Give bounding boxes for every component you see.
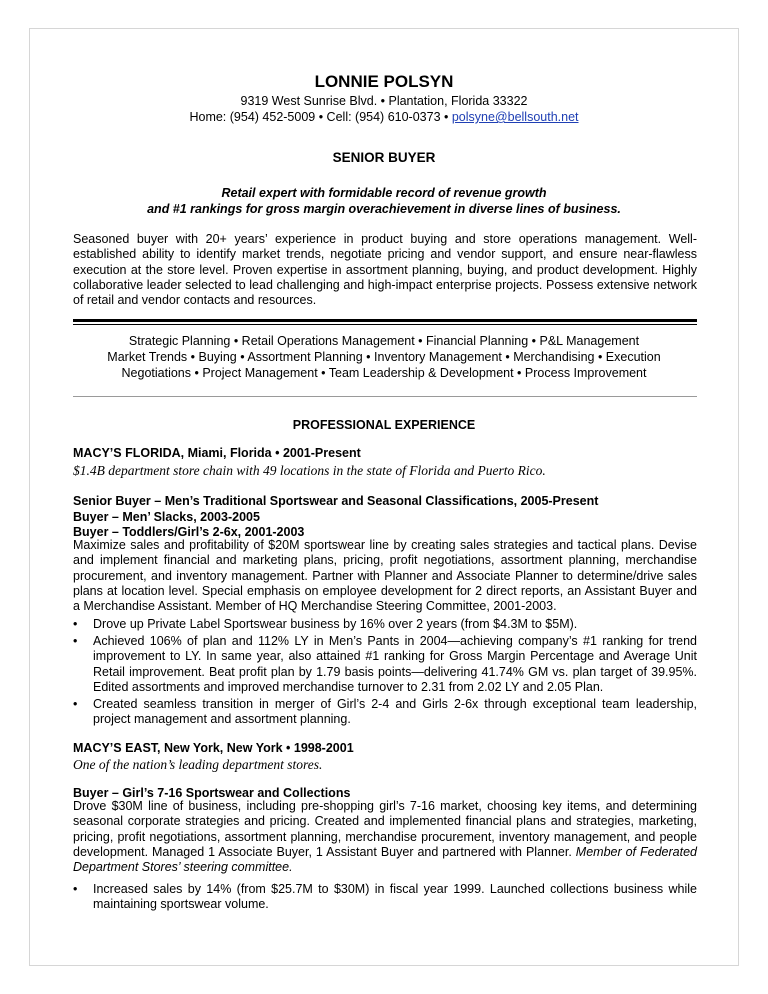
role-buyer-toddlers: Buyer – Toddlers/Girl’s 2-6x, 2001-2003 <box>73 525 305 539</box>
achievement-item: • Drove up Private Label Sportswear business by 16% over 2 years (from $4.3M to $5M). <box>73 617 578 631</box>
company-description: $1.4B department store chain with 49 locations in the state of Florida and Puerto Rico. <box>73 463 546 478</box>
company-macys-east: MACY’S EAST, New York, New York • 1998-2001 <box>73 741 354 755</box>
skills-line-2: Market Trends • Buying • Assortment Planning • Inventory Management • Merchandising • Execution <box>107 350 661 364</box>
bullet-icon: • <box>73 882 78 896</box>
divider-thick <box>73 319 697 322</box>
divider-thin <box>73 324 697 325</box>
role-buyer-slacks: Buyer – Men’ Slacks, 2003-2005 <box>73 510 260 524</box>
achievement-item: • Created seamless transition in merger of Girl’s 2-4 and Girls 2-6x through exceptional team leadership, project management and assortment planning. <box>73 697 697 727</box>
candidate-name: LONNIE POLSYN <box>314 72 454 91</box>
experience-heading: PROFESSIONAL EXPERIENCE <box>292 418 476 432</box>
role-description: Maximize sales and profitability of $20M sportswear line by creating sales strategies and tactical plans. Devise and implement financial and marketing plans, pricing, profit negotiations, assortment planning, merchandise procurement, and inventory management. Partner with Planner and Associate Planner to determine/drive sales plans at location level. Special emphasis on employee development for 2 direct reports, an Assistant Buyer and a Merchandise Assistant. Member of HQ Merchandise Steering Committee, 2001-2003. <box>73 538 697 614</box>
tagline-line-2: and #1 rankings for gross margin overachievement in diverse lines of business. <box>147 202 621 216</box>
achievement-item: • Increased sales by 14% (from $25.7M to $30M) in fiscal year 1999. Launched collections business while maintaining sportswear volume. <box>73 882 697 912</box>
bullet-icon: • <box>73 634 78 648</box>
summary-paragraph: Seasoned buyer with 20+ years’ experience in product buying and store operations management. Well-established ability to identify market trends, negotiate pricing and vendor support, and ensure near-flawless execution at the store level. Proven expertise in assortment planning, buying, and product development. Highly collaborative leader selected to lead challenging and high-impact enterprise projects. Possess extensive network of retail and vendor contacts and resources. <box>73 232 697 308</box>
company-description: One of the nation’s leading department stores. <box>73 757 323 772</box>
company-macys-florida: MACY’S FLORIDA, Miami, Florida • 2001-Present <box>73 446 361 460</box>
job-title: SENIOR BUYER <box>332 150 436 165</box>
phone-numbers: Home: (954) 452-5009 • Cell: (954) 610-0373 • <box>189 110 452 124</box>
email-link[interactable]: polsyne@bellsouth.net <box>451 110 579 124</box>
role-senior-buyer: Senior Buyer – Men’s Traditional Sportswear and Seasonal Classifications, 2005-Present <box>73 494 599 508</box>
tagline-line-1: Retail expert with formidable record of revenue growth <box>221 186 547 200</box>
bullet-icon: • <box>73 617 78 631</box>
contact-line <box>0 110 768 124</box>
skills-line-1: Strategic Planning • Retail Operations Management • Financial Planning • P&L Management <box>128 334 640 348</box>
role-description: Drove $30M line of business, including pre-shopping girl’s 7-16 market, choosing key items, and determining seasonal corporate strategies and pricing. Created and implemented financial plans and strategies, marketing, pricing, profit negotiations, assortment planning, merchandise procurement, inventory management, and people development. Managed 1 Associate Buyer, 1 Assistant Buyer and partnered with Planner. Member of Federated Department Stores’ steering committee. <box>73 799 697 875</box>
divider-gray <box>73 396 697 397</box>
achievement-item: • Achieved 106% of plan and 112% LY in Men’s Pants in 2004—achieving company’s #1 ranking for trend improvement to LY. In same year, also attained #1 ranking for Gross Margin Percentage and Average Unit Retail improvement. Beat profit plan by 1.79 basis points—delivering 41.74% GM vs. plan target of 39.95%. Edited assortments and improved merchandise turnover to 2.31 from 2.02 LY and 2.05 Plan. <box>73 634 697 694</box>
role-buyer-girls: Buyer – Girl’s 7-16 Sportswear and Collections <box>73 786 351 800</box>
bullet-icon: • <box>73 697 78 711</box>
skills-line-3: Negotiations • Project Management • Team Leadership & Development • Process Improvement <box>121 366 647 380</box>
address-line: 9319 West Sunrise Blvd. • Plantation, Florida 33322 <box>240 94 528 108</box>
